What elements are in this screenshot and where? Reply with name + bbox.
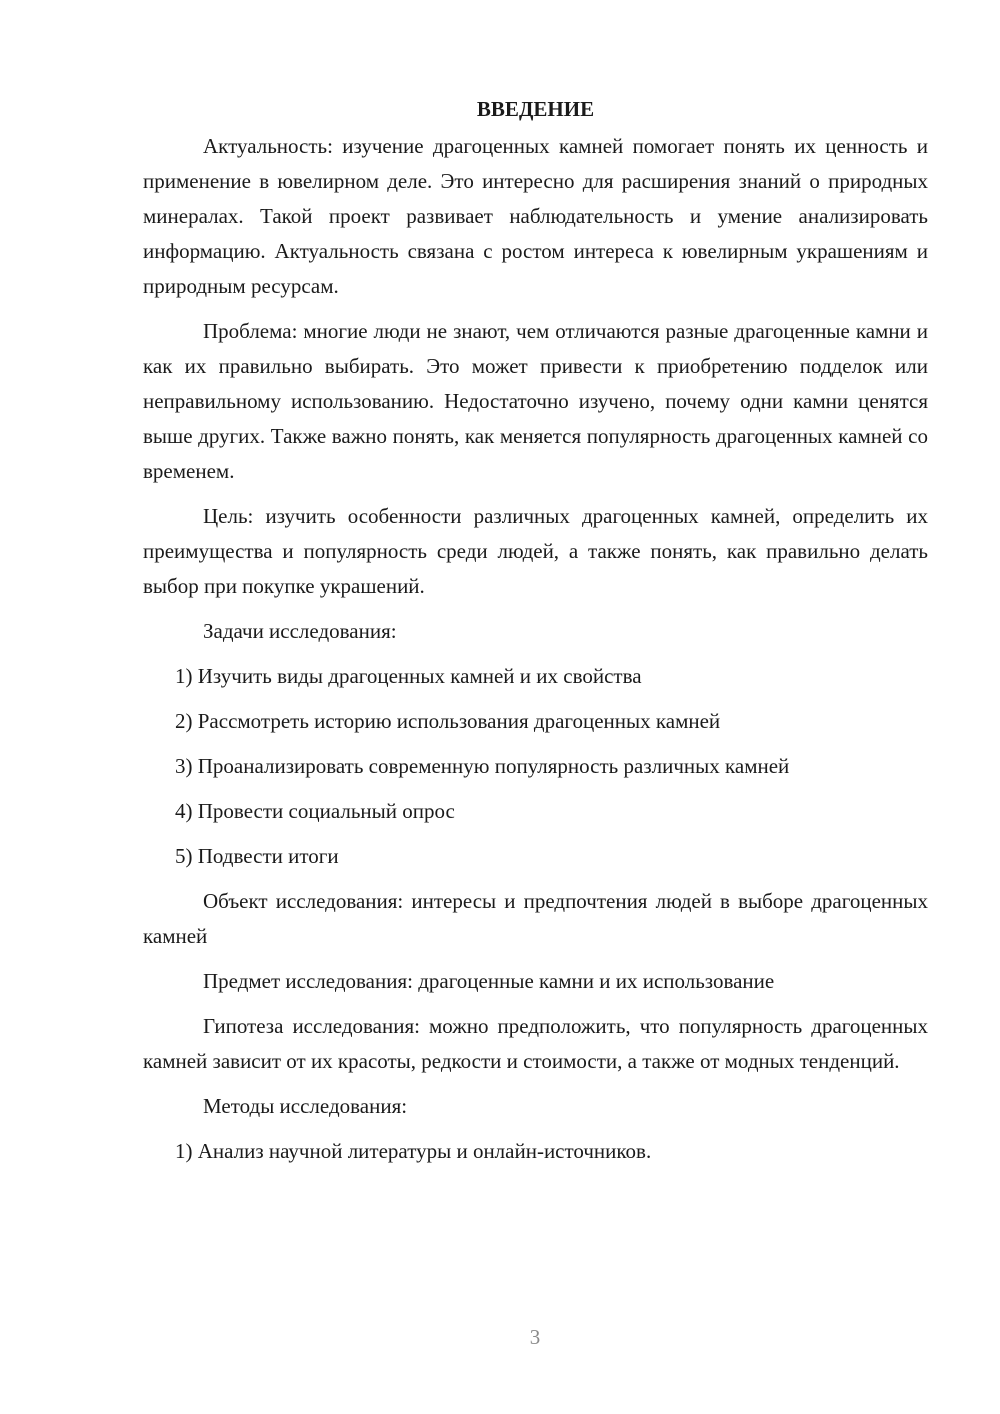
page-number: 3 bbox=[529, 1325, 541, 1349]
section-title: ВВЕДЕНИЕ bbox=[476, 97, 595, 121]
subject-paragraph: Предмет исследования: драгоценные камни и их использование bbox=[203, 969, 775, 993]
problem-paragraph: Проблема: многие люди не знают, чем отличаются разные драгоценные камни и как их правильно выбирать. Это может привести к приобретению подделок или неправильному использованию. Недостаточно изучено, почему одни камни ценятся выше других. Также важно понять, как меняется популярность драгоценных камней со временем. bbox=[143, 319, 928, 483]
methods-heading: Методы исследования: bbox=[203, 1094, 408, 1118]
document-page bbox=[143, 92, 928, 1179]
task-item: 2) Рассмотреть историю использования драгоценных камней bbox=[175, 709, 721, 733]
task-item: 3) Проанализировать современную популярность различных камней bbox=[175, 754, 790, 778]
task-item: 5) Подвести итоги bbox=[175, 844, 339, 868]
task-item: 4) Провести социальный опрос bbox=[175, 799, 455, 823]
hypothesis-paragraph: Гипотеза исследования: можно предположить, что популярность драгоценных камней зависит от их красоты, редкости и стоимости, а также от модных тенденций. bbox=[143, 1014, 928, 1073]
tasks-heading: Задачи исследования: bbox=[203, 619, 397, 643]
relevance-paragraph: Актуальность: изучение драгоценных камней помогает понять их ценность и применение в ювелирном деле. Это интересно для расширения знаний о природных минералах. Такой проект развивает наблюдательность и умение анализировать информацию. Актуальность связана с ростом интереса к ювелирным украшениям и природным ресурсам. bbox=[143, 134, 928, 298]
task-item: 1) Изучить виды драгоценных камней и их свойства bbox=[175, 664, 642, 688]
goal-paragraph: Цель: изучить особенности различных драгоценных камней, определить их преимущества и популярность среди людей, а также понять, как правильно делать выбор при покупке украшений. bbox=[143, 504, 928, 598]
object-paragraph: Объект исследования: интересы и предпочтения людей в выборе драгоценных камней bbox=[143, 889, 928, 948]
method-item: 1) Анализ научной литературы и онлайн-источников. bbox=[175, 1139, 652, 1163]
